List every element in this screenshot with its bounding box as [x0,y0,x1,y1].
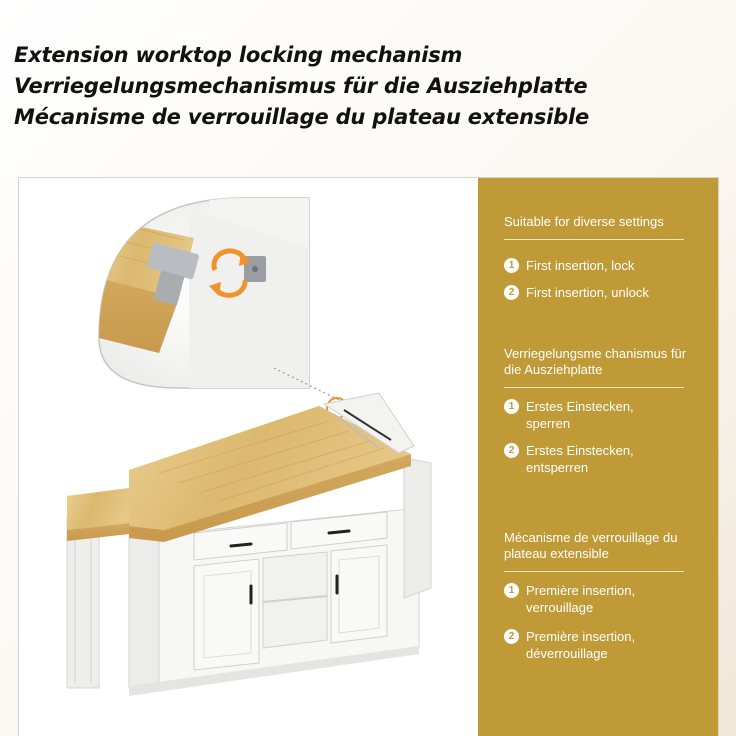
zoom-inset [99,198,309,388]
section-divider [504,571,684,572]
feature-sidebar [478,178,719,736]
list-item [504,257,686,274]
heading-english: Extension worktop locking mechanism [14,43,463,67]
kitchen-island-illustration [19,178,479,736]
number-badge-2: 2 [504,285,519,300]
list-item [504,628,656,662]
section-french [504,530,709,661]
number-badge-2: 2 [504,443,519,458]
kitchen-island-photo [19,178,479,736]
section-title: Mécanisme de verrouillage du plateau extensible [504,530,678,561]
section-german [504,346,709,475]
list-item [504,398,646,432]
section-divider [504,387,684,388]
section-divider [504,239,684,240]
list-item-text: Erstes Einstecken, sperren [526,399,634,431]
list-item-text: Première insertion, verrouillage [526,583,636,615]
heading-french: Mécanisme de verrouillage du plateau extensible [14,105,590,129]
section-title: Suitable for diverse settings [504,214,664,229]
section-title: Verriegelungsme chanismus für die Ausziehplatte [504,346,687,377]
list-item-text: First insertion, unlock [526,285,649,300]
list-item-text: First insertion, lock [526,258,635,273]
list-item [504,284,686,301]
list-item-text: Erstes Einstecken, entsperren [526,443,634,475]
page-headings [14,40,714,133]
product-panel [18,177,719,736]
list-item [504,442,646,476]
number-badge-1: 1 [504,399,519,414]
list-item-text: Première insertion, déverrouillage [526,629,636,661]
number-badge-1: 1 [504,583,519,598]
number-badge-1: 1 [504,258,519,273]
heading-german: Verriegelungsmechanismus für die Ausziehplatte [14,74,588,98]
list-item [504,582,656,616]
section-english [504,214,709,300]
number-badge-2: 2 [504,629,519,644]
